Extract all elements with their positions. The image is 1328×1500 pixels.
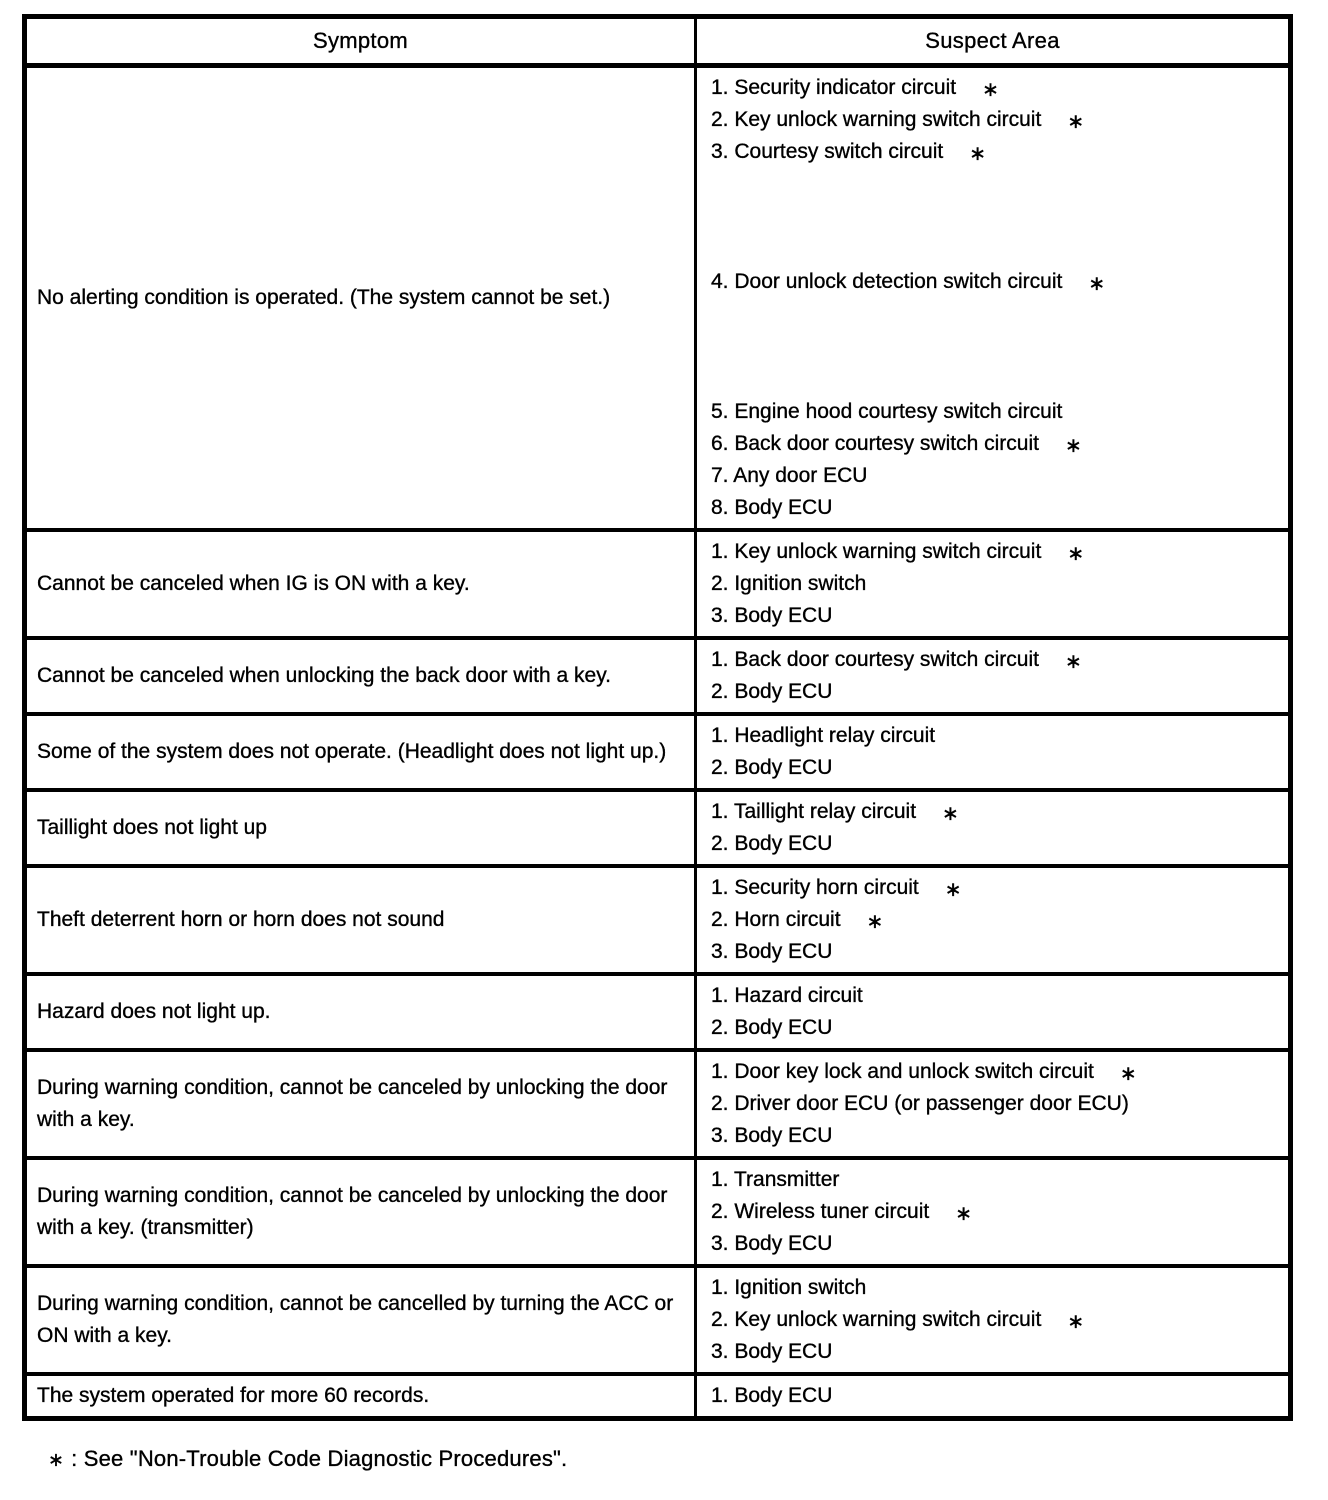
suspect-item-text: 1. Taillight relay circuit [711,800,917,823]
suspect-area-cell [697,68,1288,528]
table-row [27,1052,1288,1160]
suspect-item [711,980,1278,1012]
symptom-cell [27,1376,697,1416]
suspect-item-text: 2. Key unlock warning switch circuit [711,1308,1042,1331]
suspect-item [711,568,1278,600]
symptom-cell [27,1052,697,1156]
table-header-row [27,19,1288,68]
suspect-item [711,460,1278,492]
asterisk-icon: ∗ [1064,435,1082,457]
asterisk-icon: ∗ [1064,651,1082,673]
suspect-item-text: 1. Security indicator circuit [711,76,957,99]
suspect-area-cell [697,976,1288,1048]
asterisk-icon: ∗ [969,143,986,165]
suspect-item [711,492,1278,524]
suspect-item-text: 3. Body ECU [711,1340,833,1363]
suspect-item [711,752,1278,784]
symptom-cell [27,976,697,1048]
symptom-cell [27,640,697,712]
suspect-item [711,872,1278,904]
suspect-item [711,104,1278,136]
suspect-area-cell [697,532,1288,636]
symptom-cell [27,1268,697,1372]
table-row [27,716,1288,792]
asterisk-icon: ∗ [1119,1063,1137,1085]
asterisk-icon: ∗ [1067,543,1085,565]
asterisk-icon: ∗ [1088,273,1106,295]
symptom-text: Theft deterrent horn or horn does not sound [37,908,445,931]
suspect-item-text: 8. Body ECU [711,496,833,519]
symptom-cell [27,68,697,528]
suspect-item [711,720,1278,752]
suspect-item-text: 1. Ignition switch [711,1276,867,1299]
suspect-area-cell [697,792,1288,864]
suspect-item [711,1196,1278,1228]
suspect-item-text: 2. Body ECU [711,1016,833,1039]
symptom-text: During warning condition, cannot be cancelled by turning the ACC or ON with a key. [37,1292,674,1347]
suspect-item [711,1380,1278,1412]
column-header-symptom: Symptom [27,19,697,63]
symptom-text: During warning condition, cannot be canceled by unlocking the door with a key. [37,1076,668,1131]
suspect-item-text: 4. Door unlock detection switch circuit [711,270,1063,293]
asterisk-icon: ∗ [1067,111,1085,133]
suspect-item-text: 1. Door key lock and unlock switch circuit [711,1060,1094,1083]
suspect-item-text: 2. Horn circuit [711,908,841,931]
suspect-item [711,936,1278,968]
symptom-text: Some of the system does not operate. (Headlight does not light up.) [37,740,667,763]
symptom-text: Taillight does not light up [37,816,267,839]
suspect-item [711,1012,1278,1044]
asterisk-icon: ∗ [942,803,959,825]
suspect-item [711,266,1278,298]
suspect-item [711,1304,1278,1336]
asterisk-icon: ∗ [866,911,884,933]
asterisk-icon: ∗ [48,1450,65,1471]
suspect-item-text: 2. Wireless tuner circuit [711,1200,930,1223]
suspect-item [711,904,1278,936]
suspect-area-cell [697,1376,1288,1416]
table-row [27,1160,1288,1268]
asterisk-icon: ∗ [944,879,962,901]
suspect-item-text: 1. Hazard circuit [711,984,863,1007]
column-header-suspect-area: Suspect Area [925,28,1060,53]
suspect-item [711,136,1278,168]
symptom-cell [27,532,697,636]
suspect-item-text: 1. Headlight relay circuit [711,724,936,747]
table-row [27,976,1288,1052]
suspect-item [711,1164,1278,1196]
symptom-text: Cannot be canceled when IG is ON with a key. [37,572,470,595]
suspect-area-cell [697,640,1288,712]
suspect-item [711,828,1278,860]
suspect-item [711,428,1278,460]
asterisk-icon: ∗ [955,1203,972,1225]
suspect-item-text: 2. Body ECU [711,680,833,703]
suspect-item-text: 1. Back door courtesy switch circuit [711,648,1039,671]
symptom-cell [27,716,697,788]
table-row [27,1268,1288,1376]
suspect-item [711,676,1278,708]
suspect-item-text: 1. Transmitter [711,1168,840,1191]
suspect-area-cell [697,868,1288,972]
suspect-item-text: 3. Body ECU [711,1124,833,1147]
footnote-text: : See "Non-Trouble Code Diagnostic Procedures". [71,1446,568,1471]
table-row [27,640,1288,716]
suspect-item-text: 3. Body ECU [711,1232,833,1255]
suspect-area-cell [697,1268,1288,1372]
symptom-text: During warning condition, cannot be canceled by unlocking the door with a key. (transmitter) [37,1184,668,1239]
suspect-item-text: 5. Engine hood courtesy switch circuit [711,400,1063,423]
table-row [27,1376,1288,1416]
table-row [27,68,1288,532]
table-row [27,868,1288,976]
footnote [48,1444,567,1476]
suspect-item-text: 2. Driver door ECU (or passenger door ECU) [711,1092,1129,1115]
suspect-item-text: 7. Any door ECU [711,464,868,487]
suspect-item-text: 2. Ignition switch [711,572,867,595]
symptom-cell [27,868,697,972]
asterisk-icon: ∗ [1067,1311,1085,1333]
suspect-item [711,644,1278,676]
suspect-item [711,1336,1278,1368]
suspect-item [711,1272,1278,1304]
asterisk-icon: ∗ [982,79,999,101]
suspect-area-cell [697,716,1288,788]
symptom-text: Hazard does not light up. [37,1000,271,1023]
suspect-item-text: 1. Key unlock warning switch circuit [711,540,1042,563]
suspect-item [711,1088,1278,1120]
suspect-item [711,396,1278,428]
suspect-item-text: 2. Key unlock warning switch circuit [711,108,1042,131]
suspect-area-cell [697,1052,1288,1156]
suspect-item-text: 3. Courtesy switch circuit [711,140,944,163]
suspect-item [711,796,1278,828]
suspect-item-text: 6. Back door courtesy switch circuit [711,432,1039,455]
suspect-item [711,1056,1278,1088]
symptom-text: Cannot be canceled when unlocking the back door with a key. [37,664,611,687]
suspect-item [711,72,1278,104]
suspect-area-cell [697,1160,1288,1264]
suspect-item [711,536,1278,568]
table-row [27,792,1288,868]
symptom-cell [27,1160,697,1264]
suspect-item [711,1228,1278,1260]
table-body [27,68,1288,1416]
symptom-cell [27,792,697,864]
suspect-item-text: 2. Body ECU [711,756,833,779]
suspect-item-text: 3. Body ECU [711,940,833,963]
table-row [27,532,1288,640]
suspect-item-text: 1. Security horn circuit [711,876,919,899]
symptom-text: No alerting condition is operated. (The system cannot be set.) [37,286,611,309]
suspect-item [711,1120,1278,1152]
symptom-text: The system operated for more 60 records. [37,1384,430,1407]
suspect-item-text: 1. Body ECU [711,1384,833,1407]
symptom-suspect-table [22,14,1293,1421]
suspect-item-text: 2. Body ECU [711,832,833,855]
suspect-item [711,600,1278,632]
suspect-item-text: 3. Body ECU [711,604,833,627]
